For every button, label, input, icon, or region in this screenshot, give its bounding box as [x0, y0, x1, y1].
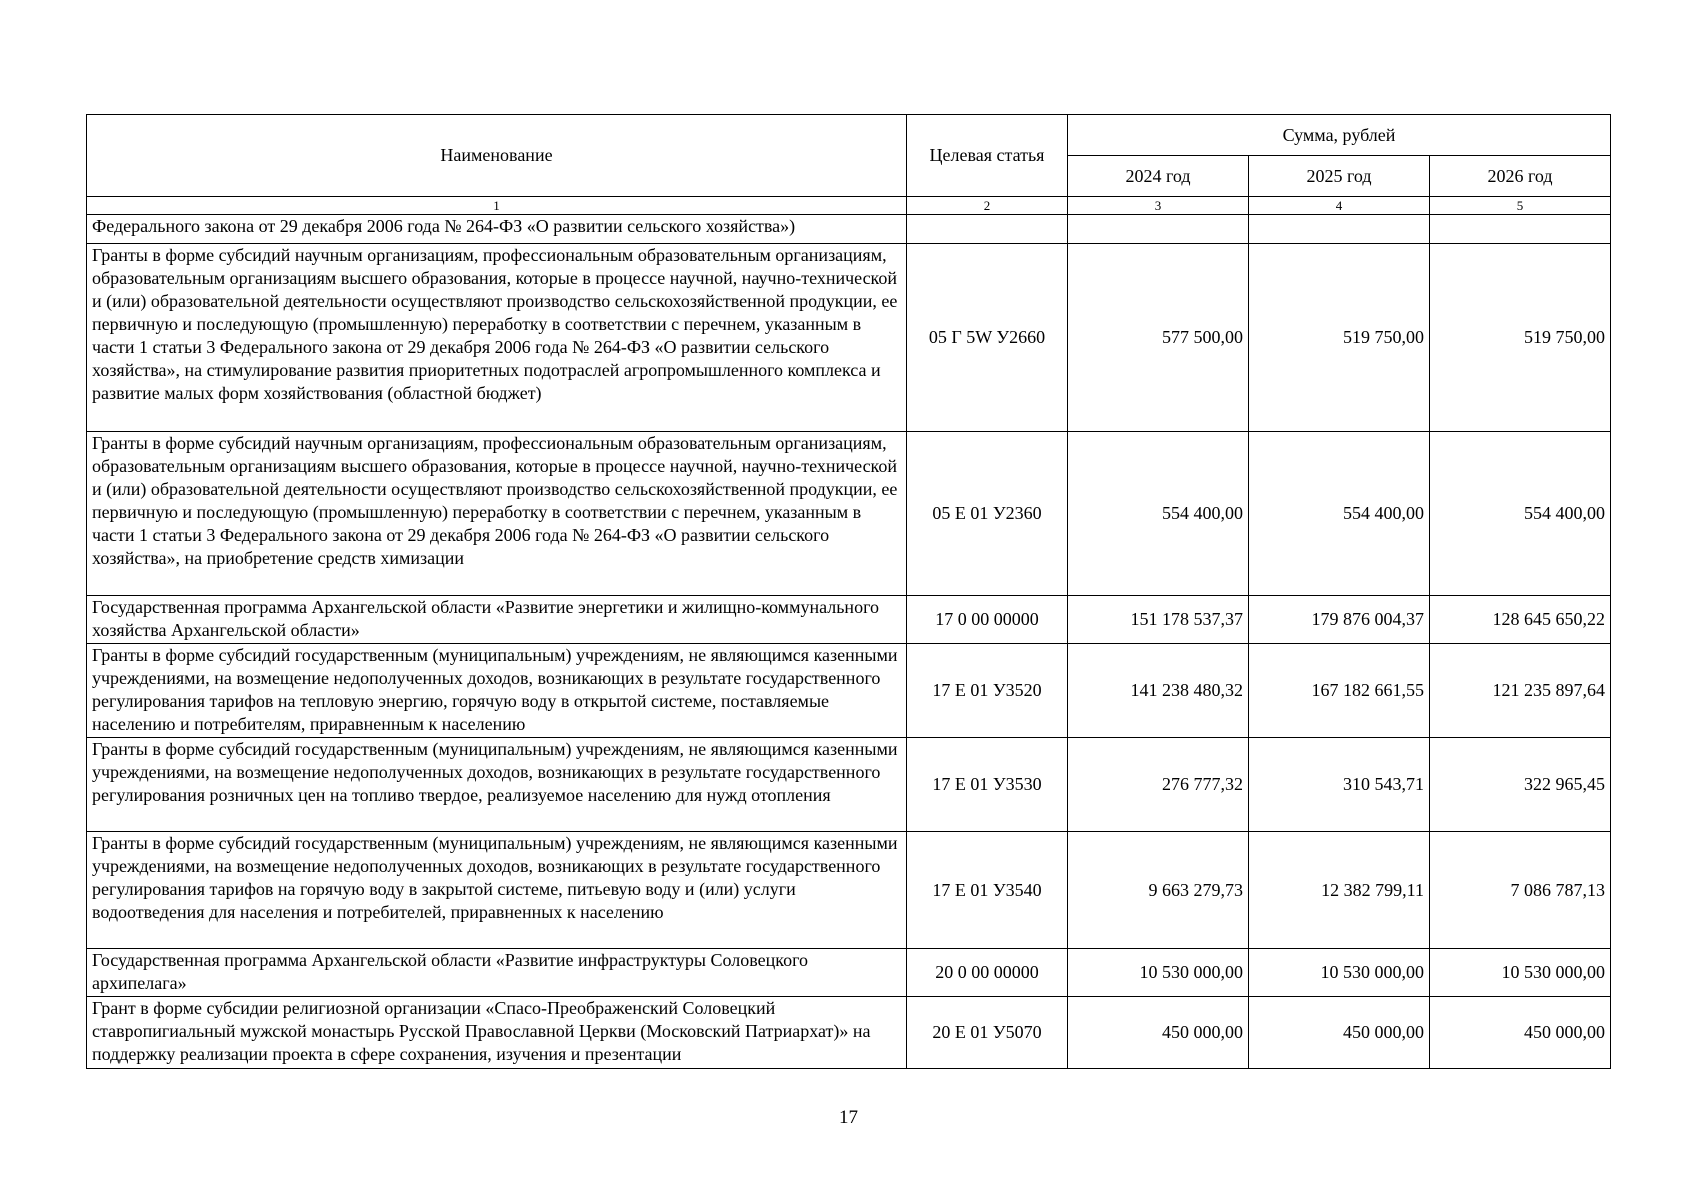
row-code: 17 Е 01 У3530 — [907, 738, 1068, 832]
row-value-2025: 179 876 004,37 — [1249, 596, 1430, 644]
row-name: Гранты в форме субсидий научным организациям, профессиональным образовательным организациям, образовательным организациям высшего образования, которые в процессе научной, научно-технической и (или) образовательной деятельности осуществляют производство сельскохозяйственной продукции, ее первичную и последующую (промышленную) переработку в соответствии с перечнем, указанным в части 1 статьи 3 Федерального закона от 29 декабря 2006 года № 264-ФЗ «О развитии сельского хозяйства», на приобретение средств химизации — [87, 432, 907, 596]
column-index: 2 — [907, 197, 1068, 215]
row-code: 17 0 00 00000 — [907, 596, 1068, 644]
row-name: Гранты в форме субсидий государственным (муниципальным) учреждениям, не являющимся казенными учреждениями, на возмещение недополученных доходов, возникающих в результате государственного регулирования тарифов на горячую воду в закрытой системе, питьевую воду и (или) услуги водоотведения для населения и потребителей, приравненных к населению — [87, 832, 907, 949]
row-value-2025: 10 530 000,00 — [1249, 949, 1430, 997]
row-value-2025: 310 543,71 — [1249, 738, 1430, 832]
table-row — [87, 949, 1611, 997]
page-number: 17 — [839, 1107, 858, 1128]
table-row — [87, 644, 1611, 738]
row-value-2024 — [1068, 215, 1249, 244]
header-year-2026: 2026 год — [1430, 156, 1611, 197]
row-value-2026: 554 400,00 — [1430, 432, 1611, 596]
header-code: Целевая статья — [907, 115, 1068, 197]
column-index: 3 — [1068, 197, 1249, 215]
table-row — [87, 832, 1611, 949]
row-value-2025: 450 000,00 — [1249, 997, 1430, 1069]
header-year-2024: 2024 год — [1068, 156, 1249, 197]
row-value-2025 — [1249, 215, 1430, 244]
budget-table-container — [86, 114, 1610, 1069]
row-value-2024: 141 238 480,32 — [1068, 644, 1249, 738]
row-name: Гранты в форме субсидий научным организациям, профессиональным образовательным организациям, образовательным организациям высшего образования, которые в процессе научной, научно-технической и (или) образовательной деятельности осуществляют производство сельскохозяйственной продукции, ее первичную и последующую (промышленную) переработку в соответствии с перечнем, указанным в части 1 статьи 3 Федерального закона от 29 декабря 2006 года № 264-ФЗ «О развитии сельского хозяйства», на стимулирование развития приоритетных подотраслей агропромышленного комплекса и развитие малых форм хозяйствования (областной бюджет) — [87, 244, 907, 432]
row-value-2026: 322 965,45 — [1430, 738, 1611, 832]
row-value-2026: 121 235 897,64 — [1430, 644, 1611, 738]
table-row — [87, 432, 1611, 596]
row-value-2024: 450 000,00 — [1068, 997, 1249, 1069]
row-value-2024: 276 777,32 — [1068, 738, 1249, 832]
row-value-2024: 9 663 279,73 — [1068, 832, 1249, 949]
column-index: 4 — [1249, 197, 1430, 215]
table-row — [87, 738, 1611, 832]
row-value-2026: 450 000,00 — [1430, 997, 1611, 1069]
header-name: Наименование — [87, 115, 907, 197]
row-code: 20 0 00 00000 — [907, 949, 1068, 997]
row-code: 17 Е 01 У3540 — [907, 832, 1068, 949]
table-row — [87, 997, 1611, 1069]
row-value-2024: 554 400,00 — [1068, 432, 1249, 596]
row-value-2026: 519 750,00 — [1430, 244, 1611, 432]
row-value-2025: 554 400,00 — [1249, 432, 1430, 596]
row-name: Гранты в форме субсидий государственным (муниципальным) учреждениям, не являющимся казенными учреждениями, на возмещение недополученных доходов, возникающих в результате государственного регулирования розничных цен на топливо твердое, реализуемое населению для нужд отопления — [87, 738, 907, 832]
row-value-2026 — [1430, 215, 1611, 244]
row-code — [907, 215, 1068, 244]
row-code: 05 Е 01 У2360 — [907, 432, 1068, 596]
header-sum: Сумма, рублей — [1068, 115, 1611, 156]
budget-table — [86, 114, 1611, 1069]
row-code: 20 Е 01 У5070 — [907, 997, 1068, 1069]
row-name: Государственная программа Архангельской области «Развитие инфраструктуры Соловецкого архипелага» — [87, 949, 907, 997]
row-name: Государственная программа Архангельской области «Развитие энергетики и жилищно-коммунального хозяйства Архангельской области» — [87, 596, 907, 644]
row-value-2025: 12 382 799,11 — [1249, 832, 1430, 949]
row-value-2026: 10 530 000,00 — [1430, 949, 1611, 997]
table-row — [87, 244, 1611, 432]
row-value-2024: 10 530 000,00 — [1068, 949, 1249, 997]
header-row-top — [87, 115, 1611, 156]
row-code: 17 Е 01 У3520 — [907, 644, 1068, 738]
row-value-2026: 128 645 650,22 — [1430, 596, 1611, 644]
row-name: Федерального закона от 29 декабря 2006 года № 264-ФЗ «О развитии сельского хозяйства») — [87, 215, 907, 244]
header-year-2025: 2025 год — [1249, 156, 1430, 197]
column-index-row — [87, 197, 1611, 215]
column-index: 1 — [87, 197, 907, 215]
row-value-2025: 167 182 661,55 — [1249, 644, 1430, 738]
column-index: 5 — [1430, 197, 1611, 215]
table-row — [87, 215, 1611, 244]
row-value-2024: 577 500,00 — [1068, 244, 1249, 432]
row-name: Грант в форме субсидии религиозной организации «Спасо-Преображенский Соловецкий ставропигиальный мужской монастырь Русской Православной Церкви (Московский Патриархат)» на поддержку реализации проекта в сфере сохранения, изучения и презентации — [87, 997, 907, 1069]
row-value-2025: 519 750,00 — [1249, 244, 1430, 432]
row-value-2026: 7 086 787,13 — [1430, 832, 1611, 949]
table-row — [87, 596, 1611, 644]
row-value-2024: 151 178 537,37 — [1068, 596, 1249, 644]
row-name: Гранты в форме субсидий государственным (муниципальным) учреждениям, не являющимся казенными учреждениями, на возмещение недополученных доходов, возникающих в результате государственного регулирования тарифов на тепловую энергию, горячую воду в открытой системе, поставляемые населению и потребителям, приравненным к населению — [87, 644, 907, 738]
row-code: 05 Г 5W У2660 — [907, 244, 1068, 432]
